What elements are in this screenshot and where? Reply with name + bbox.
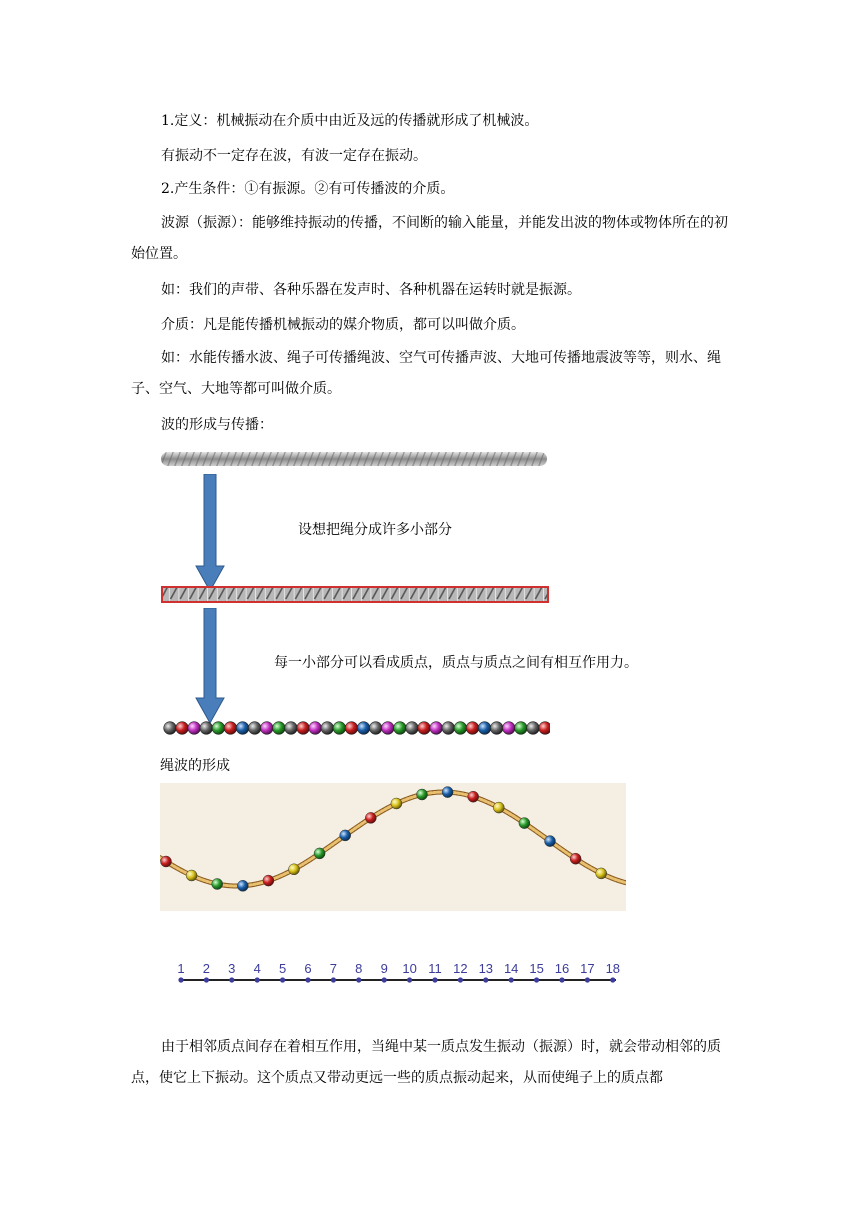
- bead: [539, 722, 550, 735]
- bead: [285, 722, 298, 735]
- bead: [333, 722, 346, 735]
- bead: [273, 722, 286, 735]
- axis-label: 17: [580, 961, 595, 976]
- bead: [321, 722, 334, 735]
- axis-point: [229, 977, 234, 982]
- axis-label: 4: [253, 961, 261, 976]
- bead: [345, 722, 358, 735]
- axis-label: 18: [605, 961, 621, 976]
- rope-wave-image: [160, 783, 626, 911]
- axis-point: [610, 977, 615, 982]
- wave-bead: [391, 798, 402, 809]
- axis-label: 9: [380, 961, 388, 976]
- axis-label: 8: [355, 961, 363, 976]
- axis-label: 7: [329, 961, 338, 976]
- axis-label: 10: [402, 961, 417, 976]
- wave-bead: [212, 879, 223, 890]
- axis-label: 16: [554, 961, 570, 976]
- axis-point: [204, 977, 209, 982]
- axis-label: 3: [228, 961, 236, 976]
- wave-bead: [596, 868, 607, 879]
- bead: [164, 722, 177, 735]
- bead: [200, 722, 213, 735]
- axis-point: [255, 977, 260, 982]
- bead: [309, 722, 322, 735]
- down-arrow-icon: [195, 608, 225, 724]
- medium-paragraph: 介质：凡是能传播机械振动的媒介物质，都可以叫做介质。: [161, 317, 525, 333]
- definition-paragraph: 1.定义：机械振动在介质中由近及远的传播就形成了机械波。: [161, 113, 539, 129]
- axis-point: [483, 977, 488, 982]
- wave-bead: [237, 880, 248, 891]
- bead: [357, 722, 370, 735]
- wave-bead: [519, 818, 530, 829]
- bead: [248, 722, 261, 735]
- axis-point: [305, 977, 310, 982]
- bead: [515, 722, 528, 735]
- axis-point: [458, 977, 463, 982]
- whole-rope-image: [160, 450, 550, 468]
- bead: [261, 722, 274, 735]
- wave-bead: [263, 875, 274, 886]
- wave-bead: [186, 870, 197, 881]
- conditions-paragraph: 2.产生条件：①有振源。②有可传播波的介质。: [161, 181, 455, 197]
- wave-bead: [314, 848, 325, 859]
- axis-point: [534, 977, 539, 982]
- bead: [527, 722, 540, 735]
- axis-label: 12: [453, 961, 468, 976]
- split-caption: 设想把绳分成许多小部分: [298, 522, 452, 538]
- axis-point: [331, 977, 336, 982]
- axis-label: 5: [278, 961, 287, 976]
- axis-point: [407, 977, 412, 982]
- bead: [394, 722, 407, 735]
- bead: [442, 722, 455, 735]
- bead: [236, 722, 249, 735]
- wave-bead: [289, 864, 300, 875]
- axis-label: 13: [478, 961, 494, 976]
- axis-label: 14: [503, 961, 519, 976]
- formation-heading: 波的形成与传播：: [161, 417, 273, 433]
- bead: [454, 722, 467, 735]
- axis-label: 2: [202, 961, 211, 976]
- axis-label: 11: [428, 961, 442, 976]
- wave-bead: [442, 787, 453, 798]
- bead: [406, 722, 419, 735]
- bead: [212, 722, 225, 735]
- axis-point: [432, 977, 437, 982]
- segmented-rope-image: [160, 584, 552, 606]
- wave-bead: [545, 836, 556, 847]
- bead: [478, 722, 491, 735]
- axis-point: [280, 977, 285, 982]
- wave-bead: [468, 791, 479, 802]
- bead: [466, 722, 479, 735]
- axis-point: [509, 977, 514, 982]
- axis-point: [382, 977, 387, 982]
- wave-source-paragraph: 波源（振源）：能够维持振动的传播，不间断的输入能量，并能发出波的物体或物体所在的初始位置。: [131, 215, 728, 262]
- axis-point: [178, 977, 183, 982]
- source-example-paragraph: 如：我们的声带、各种乐器在发声时、各种机器在运转时就是振源。: [161, 282, 581, 298]
- medium-example-paragraph: 如：水能传播水波、绳子可传播绳波、空气可传播声波、大地可传播地震波等等，则水、绳子、空气、大地等都可叫做介质。: [131, 350, 721, 397]
- axis-label: 6: [304, 961, 312, 976]
- bead: [224, 722, 237, 735]
- bead-chain-image: [160, 716, 550, 740]
- bead: [503, 722, 516, 735]
- wave-bead: [417, 789, 428, 800]
- position-axis: [160, 955, 630, 995]
- bead: [188, 722, 201, 735]
- axis-point: [585, 977, 590, 982]
- wave-bead: [570, 853, 581, 864]
- explanation-paragraph: 由于相邻质点间存在着相互作用，当绳中某一质点发生振动（振源）时，就会带动相邻的质点，使它上下振动。这个质点又带动更远一些的质点振动起来，从而使绳子上的质点都: [131, 1039, 721, 1086]
- axis-label: 15: [529, 961, 544, 976]
- bead: [369, 722, 382, 735]
- bead: [382, 722, 395, 735]
- axis-label: 1: [177, 961, 185, 976]
- wave-bead: [493, 802, 504, 813]
- down-arrow-icon: [195, 474, 225, 592]
- axis-point: [356, 977, 361, 982]
- wave-bead: [161, 856, 172, 867]
- bead: [490, 722, 503, 735]
- wave-caption: 绳波的形成: [160, 758, 230, 774]
- bead: [430, 722, 443, 735]
- bead: [297, 722, 310, 735]
- wave-bead: [340, 830, 351, 841]
- bead: [176, 722, 189, 735]
- vibration-note: 有振动不一定存在波，有波一定存在振动。: [161, 148, 427, 164]
- wave-bead: [365, 812, 376, 823]
- axis-point: [559, 977, 564, 982]
- particles-caption: 每一小部分可以看成质点，质点与质点之间有相互作用力。: [274, 655, 638, 671]
- bead: [418, 722, 431, 735]
